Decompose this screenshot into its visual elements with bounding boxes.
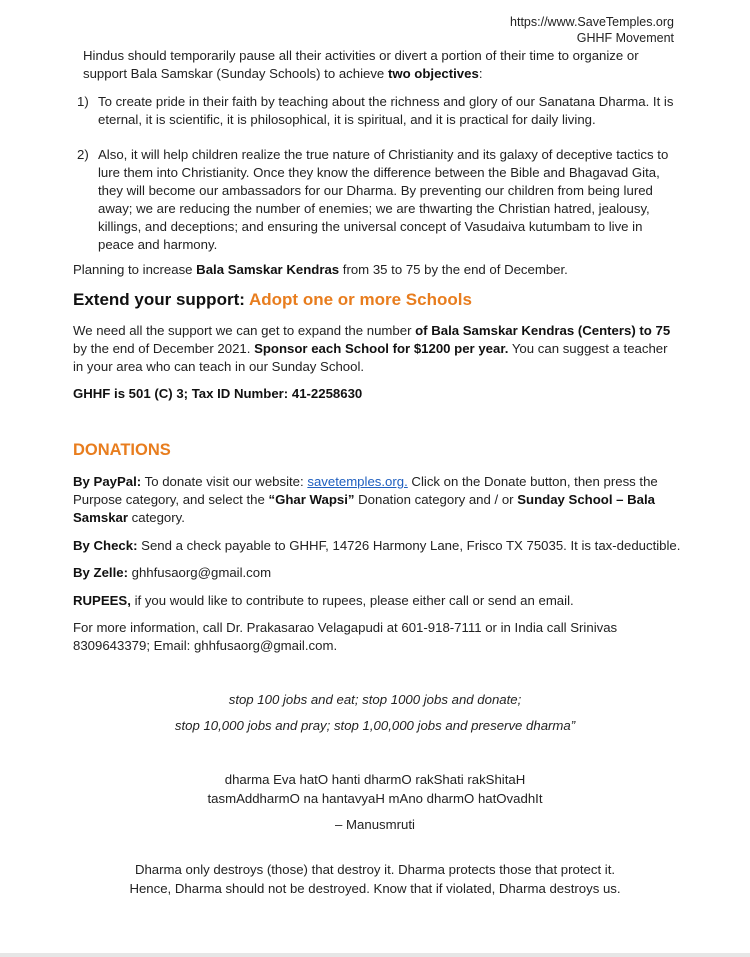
- header-org: GHHF Movement: [576, 31, 674, 45]
- page-bottom-edge: [0, 953, 750, 957]
- sanskrit-line-2: tasmAddharmO na hantavyaH mAno dharmO hatOvadhIt: [207, 791, 543, 806]
- sanskrit-source: – Manusmruti: [335, 817, 415, 832]
- objective-1-text: To create pride in their faith by teaching about the richness and glory of our Sanatana Dharma. It is eternal, it is scientific, it is philosophical, it is spiritual, and it is practical for daily living.: [98, 94, 674, 127]
- objective-1-number: 1): [77, 94, 89, 109]
- donations-heading: DONATIONS: [73, 441, 171, 459]
- savetemples-link[interactable]: savetemples.org.: [307, 474, 408, 489]
- need-support-paragraph: We need all the support we can get to expand the number of Bala Samskar Kendras (Centers) to 75 by the end of December 2021. Sponsor each School for $1200 per year. You can suggest a teacher in your area who can teach in our Sunday School.: [73, 323, 671, 374]
- paypal-paragraph: By PayPal: To donate visit our website: savetemples.org. Click on the Donate button, then press the Purpose category, and select the “Ghar Wapsi” Donation category and / or Sunday School – Bala Samskar category.: [73, 474, 658, 525]
- translation-line-1: Dharma only destroys (those) that destroy it. Dharma protects those that protect it.: [134, 862, 616, 877]
- objective-2-text: Also, it will help children realize the true nature of Christianity and its galaxy of deceptive tactics to lure them into Christianity. Once they know the difference between the Bible and Bhagavad Gita, they will become our ambassadors for our Dharma. By preventing our children from being lured away; we are reducing the number of enemies; we are thwarting the Christian hatred, jealousy, killings, and deceptions; and ensuring the universal concept of Vasudaiva kutumbam to live in peace and harmony.: [98, 147, 669, 252]
- quote-line-2: stop 10,000 jobs and pray; stop 1,00,000 jobs and preserve dharma”: [174, 718, 576, 733]
- intro-paragraph: Hindus should temporarily pause all their activities or divert a portion of their time to organize or support Bala Samskar (Sunday Schools) to achieve two objectives:: [83, 48, 639, 81]
- rupees-paragraph: RUPEES, if you would like to contribute to rupees, please either call or send an email.: [73, 593, 574, 608]
- quote-line-1: stop 100 jobs and eat; stop 1000 jobs and donate;: [228, 692, 522, 707]
- translation-line-2: Hence, Dharma should not be destroyed. Know that if violated, Dharma destroys us.: [129, 881, 621, 896]
- header-url: https://www.SaveTemples.org: [510, 15, 674, 29]
- extend-support-heading: Extend your support: Adopt one or more Schools: [73, 290, 472, 309]
- objective-2-number: 2): [77, 147, 89, 162]
- contact-info-paragraph: For more information, call Dr. Prakasarao Velagapudi at 601-918-7111 or in India call Srinivas 8309643379; Email: ghhfusaorg@gmail.com.: [73, 620, 618, 653]
- zelle-paragraph: By Zelle: ghhfusaorg@gmail.com: [73, 565, 272, 580]
- page-header: [510, 14, 674, 46]
- check-paragraph: By Check: Send a check payable to GHHF, 14726 Harmony Lane, Frisco TX 75035. It is tax-deductible.: [73, 538, 681, 553]
- tax-id-line: GHHF is 501 (C) 3; Tax ID Number: 41-2258630: [73, 386, 363, 401]
- sanskrit-line-1: dharma Eva hatO hanti dharmO rakShati rakShitaH: [224, 772, 526, 787]
- planning-paragraph: Planning to increase Bala Samskar Kendras from 35 to 75 by the end of December.: [73, 262, 568, 277]
